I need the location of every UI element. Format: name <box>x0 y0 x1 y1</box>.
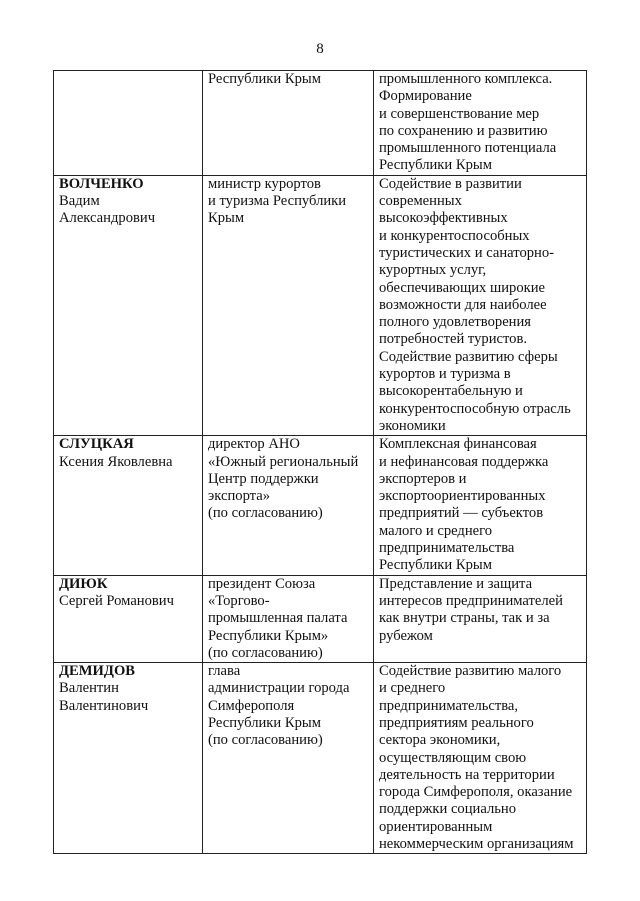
table-row <box>54 71 587 176</box>
member-position-cell <box>203 575 374 662</box>
member-name-cell <box>54 71 203 176</box>
member-task-line: Комплексная финансовая <box>379 436 537 453</box>
member-position-line: администрации города <box>208 680 350 697</box>
member-name-cell <box>54 575 203 662</box>
member-position-cell <box>203 175 374 435</box>
member-task-line: осуществляющим свою <box>379 749 527 766</box>
member-task-cell <box>374 663 587 854</box>
member-position-line: директор АНО <box>208 436 300 453</box>
member-surname: ВОЛЧЕНКО <box>59 175 144 192</box>
member-task-line: туристических и санаторно- <box>379 244 555 261</box>
member-position-line: и туризма Республики <box>208 193 347 210</box>
member-task-line: Республики Крым <box>379 557 492 574</box>
member-position-line: (по согласованию) <box>208 732 323 749</box>
member-task-line: некоммерческим организациям <box>379 836 574 853</box>
member-task-line: курортов и туризма в <box>379 366 511 383</box>
member-given-name-line: Валентин <box>59 680 119 697</box>
member-surname: СЛУЦКАЯ <box>59 436 134 453</box>
member-task-line: возможности для наиболее <box>379 296 547 313</box>
member-task-line: Республики Крым <box>379 157 492 174</box>
member-task-line: Содействие развитию малого <box>379 663 562 680</box>
member-task-line: полного удовлетворения <box>379 314 532 331</box>
member-task-line: сектора экономики, <box>379 732 501 749</box>
member-task-cell <box>374 71 587 176</box>
member-task-line: Содействие развитию сферы <box>379 348 558 365</box>
member-task-line: города Симферополя, оказание <box>379 784 573 801</box>
member-name-cell <box>54 436 203 575</box>
member-task-line: экономики <box>379 417 446 434</box>
member-task-line: промышленного комплекса. <box>379 71 553 87</box>
member-task-line: конкурентоспособную отрасль <box>379 400 571 417</box>
member-task-line: рубежом <box>379 627 433 644</box>
member-task-line: малого и среднего <box>379 522 493 539</box>
member-task-line: поддержки социально <box>379 801 516 818</box>
member-task-line: современных <box>379 193 462 210</box>
member-task-line: экспортеров и <box>379 470 467 487</box>
member-given-name-line: Вадим <box>59 193 100 210</box>
member-position-line: глава <box>208 663 241 680</box>
member-task-line: Содействие в развитии <box>379 175 522 192</box>
table-row <box>54 175 587 435</box>
member-position-cell <box>203 663 374 854</box>
member-position-line: Крым <box>208 210 245 227</box>
member-given-name-line: Сергей Романович <box>59 592 174 609</box>
member-position-line: Республики Крым <box>208 71 321 87</box>
member-task-line: и совершенствование мер <box>379 105 540 122</box>
member-task-line: потребностей туристов. <box>379 331 528 348</box>
member-surname: ДИЮК <box>59 575 108 592</box>
member-given-name-line: Валентинович <box>59 697 149 714</box>
member-task-line: экспортоориентированных <box>379 488 546 505</box>
member-surname: ДЕМИДОВ <box>59 663 136 680</box>
member-task-line: ориентированным <box>379 818 493 835</box>
member-position-cell <box>203 436 374 575</box>
member-task-line: и нефинансовая поддержка <box>379 453 549 470</box>
member-position-line: промышленная палата <box>208 610 348 627</box>
member-task-line: промышленного потенциала <box>379 140 557 157</box>
member-task-line: обеспечивающих широкие <box>379 279 546 296</box>
member-task-line: предпринимательства <box>379 540 515 557</box>
member-task-line: высокорентабельную и <box>379 383 523 400</box>
member-task-line: интересов предпринимателей <box>379 592 563 609</box>
member-task-line: курортных услуг, <box>379 262 487 279</box>
page-number: 8 <box>316 41 324 57</box>
member-position-line: министр курортов <box>208 175 321 192</box>
member-task-line: предприятиям реального <box>379 714 534 731</box>
table-row <box>54 575 587 662</box>
member-position-line: экспорта» <box>208 488 271 505</box>
member-task-cell <box>374 575 587 662</box>
member-task-line: предпринимательства, <box>379 697 519 714</box>
member-given-name-line: Ксения Яковлевна <box>59 453 173 470</box>
member-name-cell <box>54 663 203 854</box>
member-task-cell <box>374 175 587 435</box>
member-task-line: высокоэффективных <box>379 210 508 227</box>
member-task-line: Формирование <box>379 88 472 105</box>
member-position-line: Центр поддержки <box>208 470 319 487</box>
member-task-line: деятельность на территории <box>379 766 555 783</box>
member-task-line: предприятий — субъектов <box>379 505 544 522</box>
member-position-line: президент Союза <box>208 575 316 592</box>
member-position-line: Симферополя <box>208 697 295 714</box>
table-row <box>54 436 587 575</box>
member-task-line: Представление и защита <box>379 575 533 592</box>
members-table <box>53 70 587 854</box>
member-position-line: (по согласованию) <box>208 505 323 522</box>
table-row <box>54 663 587 854</box>
member-given-name-line: Александрович <box>59 210 156 227</box>
member-task-line: и конкурентоспособных <box>379 227 530 244</box>
member-position-line: (по согласованию) <box>208 644 323 661</box>
member-task-cell <box>374 436 587 575</box>
member-position-line: «Торгово- <box>208 592 270 609</box>
member-position-line: «Южный региональный <box>208 453 359 470</box>
members-table-body <box>54 71 587 854</box>
member-position-cell <box>203 71 374 176</box>
member-position-line: Республики Крым <box>208 714 321 731</box>
member-task-line: как внутри страны, так и за <box>379 610 550 627</box>
member-name-cell <box>54 175 203 435</box>
member-task-line: по сохранению и развитию <box>379 122 548 139</box>
member-task-line: и среднего <box>379 680 446 697</box>
member-position-line: Республики Крым» <box>208 627 329 644</box>
